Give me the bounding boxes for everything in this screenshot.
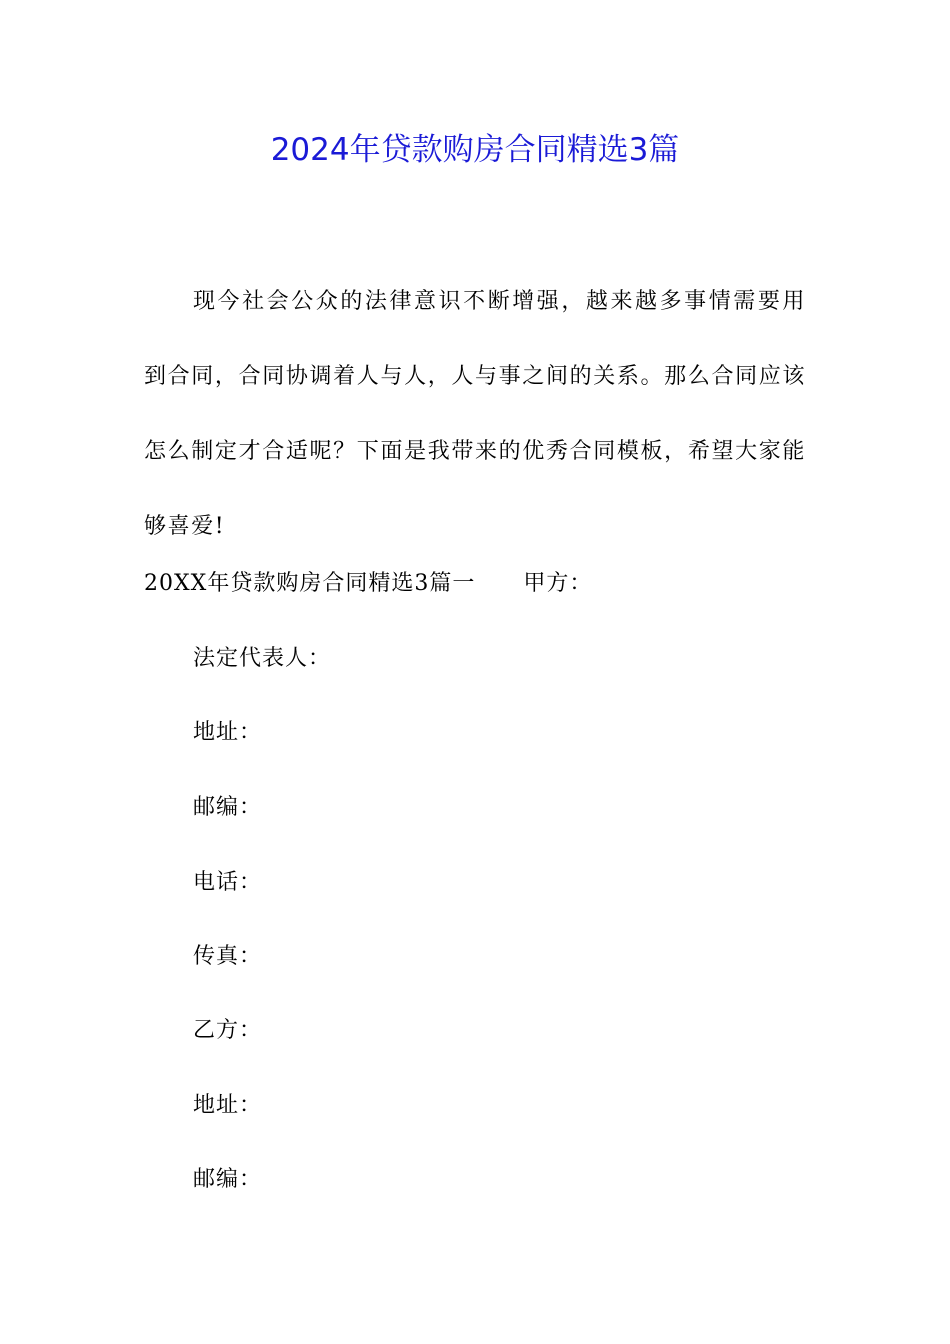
field-phone: 电话： <box>193 870 263 895</box>
field-postcode: 邮编： <box>193 795 263 820</box>
field-fax: 传真： <box>193 944 263 969</box>
party-a-label: 甲方： <box>523 571 593 596</box>
field-legal-representative: 法定代表人： <box>193 646 332 671</box>
field-party-b-postcode: 邮编： <box>193 1167 263 1192</box>
section-heading <box>144 566 592 602</box>
document-title: 2024年贷款购房合同精选3篇 <box>270 132 680 168</box>
intro-paragraph: 现今社会公众的法律意识不断增强，越来越多事情需要用到合同，合同协调着人与人，人与事之间的关系。那么合同应该怎么制定才合适呢？下面是我带来的优秀合同模板，希望大家能够喜爱! <box>144 289 806 539</box>
field-party-b-address: 地址： <box>193 1093 263 1118</box>
section-heading-text: 20XX年贷款购房合同精选3篇一 <box>144 571 476 596</box>
field-party-b: 乙方： <box>193 1018 263 1043</box>
field-address: 地址： <box>193 720 263 745</box>
